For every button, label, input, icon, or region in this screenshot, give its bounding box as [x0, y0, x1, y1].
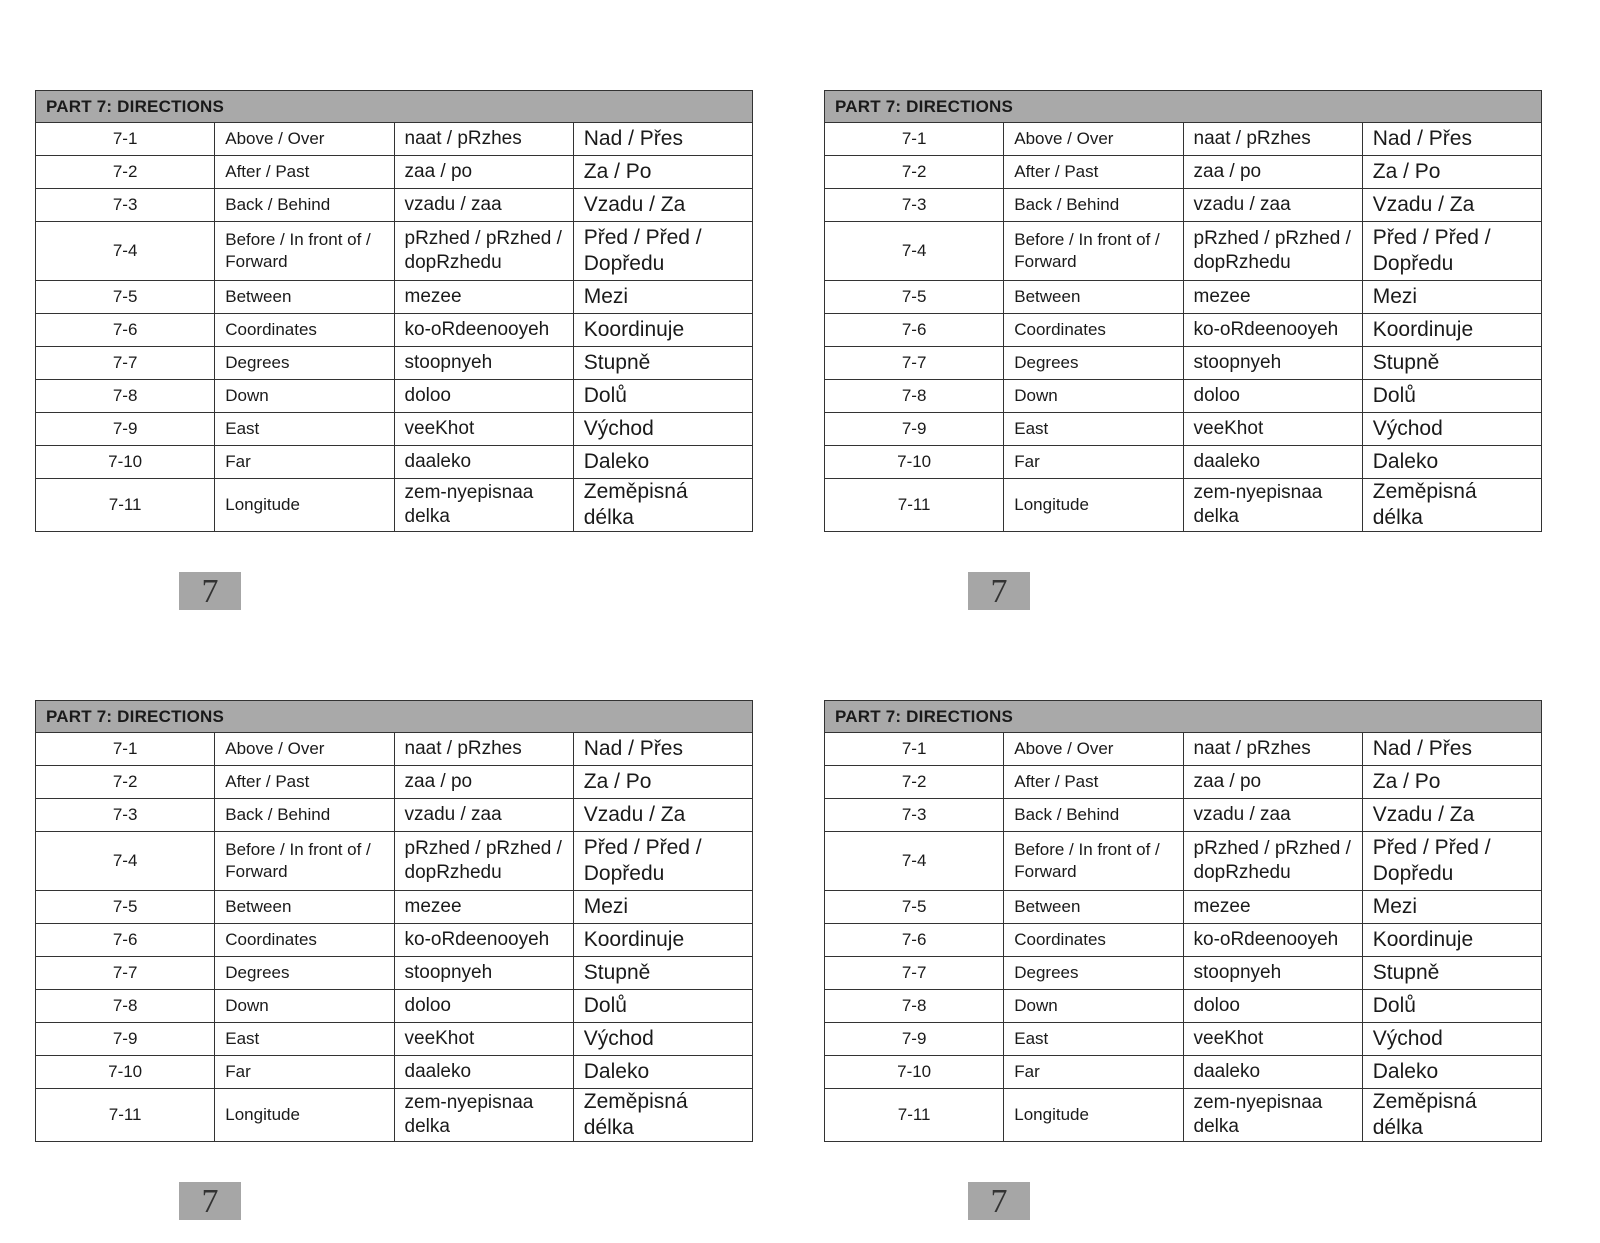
page-number: 7	[179, 572, 241, 610]
table-row: 7-1 Above / Over naat / pRzhes Nad / Přes	[825, 123, 1542, 156]
table-header: PART 7: DIRECTIONS	[825, 91, 1542, 123]
table-header: PART 7: DIRECTIONS	[36, 701, 753, 733]
table-row: 7-8 Down doloo Dolů	[825, 990, 1542, 1023]
table-row: 7-6 Coordinates ko-oRdeenooyeh Koordinuje	[825, 924, 1542, 957]
directions-card-3	[35, 700, 753, 1142]
table-row: 7-3 Back / Behind vzadu / zaa Vzadu / Za	[36, 799, 753, 832]
table-row: 7-7 Degrees stoopnyeh Stupně	[36, 347, 753, 380]
table-row: 7-1 Above / Over naat / pRzhes Nad / Přes	[36, 733, 753, 766]
table-row: 7-3 Back / Behind vzadu / zaa Vzadu / Za	[825, 189, 1542, 222]
table-row: 7-11 Longitude zem-nyepisnaa delka Zeměpisná délka	[36, 1089, 753, 1142]
table-row: 7-8 Down doloo Dolů	[825, 380, 1542, 413]
table-header: PART 7: DIRECTIONS	[36, 91, 753, 123]
table-row: 7-4 Before / In front of / Forward pRzhed / pRzhed / dopRzhedu Před / Před / Dopředu	[825, 832, 1542, 891]
table-row: 7-5 Between mezee Mezi	[825, 891, 1542, 924]
table-row: 7-11 Longitude zem-nyepisnaa delka Zeměpisná délka	[36, 479, 753, 532]
phrase-table	[824, 700, 1542, 1142]
table-row: 7-9 East veeKhot Východ	[36, 1023, 753, 1056]
table-row: 7-4 Before / In front of / Forward pRzhed / pRzhed / dopRzhedu Před / Před / Dopředu	[825, 222, 1542, 281]
phrase-table	[824, 90, 1542, 532]
table-row: 7-7 Degrees stoopnyeh Stupně	[825, 347, 1542, 380]
table-row: 7-2 After / Past zaa / po Za / Po	[36, 156, 753, 189]
table-row: 7-11 Longitude zem-nyepisnaa delka Zeměpisná délka	[825, 479, 1542, 532]
page-number: 7	[968, 572, 1030, 610]
table-row: 7-10 Far daaleko Daleko	[825, 446, 1542, 479]
directions-card-4	[824, 700, 1542, 1142]
table-row: 7-4 Before / In front of / Forward pRzhed / pRzhed / dopRzhedu Před / Před / Dopředu	[36, 222, 753, 281]
table-row: 7-2 After / Past zaa / po Za / Po	[825, 156, 1542, 189]
table-row: 7-8 Down doloo Dolů	[36, 380, 753, 413]
table-row: 7-6 Coordinates ko-oRdeenooyeh Koordinuje	[36, 924, 753, 957]
table-row: 7-5 Between mezee Mezi	[36, 281, 753, 314]
table-row: 7-4 Before / In front of / Forward pRzhed / pRzhed / dopRzhedu Před / Před / Dopředu	[36, 832, 753, 891]
table-row: 7-8 Down doloo Dolů	[36, 990, 753, 1023]
table-row: 7-10 Far daaleko Daleko	[36, 446, 753, 479]
phrase-table	[35, 90, 753, 532]
table-row: 7-2 After / Past zaa / po Za / Po	[825, 766, 1542, 799]
table-row: 7-10 Far daaleko Daleko	[36, 1056, 753, 1089]
table-header: PART 7: DIRECTIONS	[825, 701, 1542, 733]
phrase-table	[35, 700, 753, 1142]
page-number: 7	[968, 1182, 1030, 1220]
table-row: 7-7 Degrees stoopnyeh Stupně	[36, 957, 753, 990]
table-row: 7-5 Between mezee Mezi	[36, 891, 753, 924]
table-row: 7-7 Degrees stoopnyeh Stupně	[825, 957, 1542, 990]
directions-card-2	[824, 90, 1542, 532]
table-row: 7-6 Coordinates ko-oRdeenooyeh Koordinuje	[825, 314, 1542, 347]
table-row: 7-2 After / Past zaa / po Za / Po	[36, 766, 753, 799]
table-row: 7-9 East veeKhot Východ	[36, 413, 753, 446]
table-row: 7-1 Above / Over naat / pRzhes Nad / Přes	[825, 733, 1542, 766]
table-row: 7-10 Far daaleko Daleko	[825, 1056, 1542, 1089]
directions-card-1	[35, 90, 753, 532]
page-number: 7	[179, 1182, 241, 1220]
table-row: 7-9 East veeKhot Východ	[825, 1023, 1542, 1056]
table-row: 7-3 Back / Behind vzadu / zaa Vzadu / Za	[36, 189, 753, 222]
table-row: 7-3 Back / Behind vzadu / zaa Vzadu / Za	[825, 799, 1542, 832]
table-row: 7-1 Above / Over naat / pRzhes Nad / Přes	[36, 123, 753, 156]
table-row: 7-11 Longitude zem-nyepisnaa delka Zeměpisná délka	[825, 1089, 1542, 1142]
table-row: 7-5 Between mezee Mezi	[825, 281, 1542, 314]
table-row: 7-6 Coordinates ko-oRdeenooyeh Koordinuje	[36, 314, 753, 347]
table-row: 7-9 East veeKhot Východ	[825, 413, 1542, 446]
